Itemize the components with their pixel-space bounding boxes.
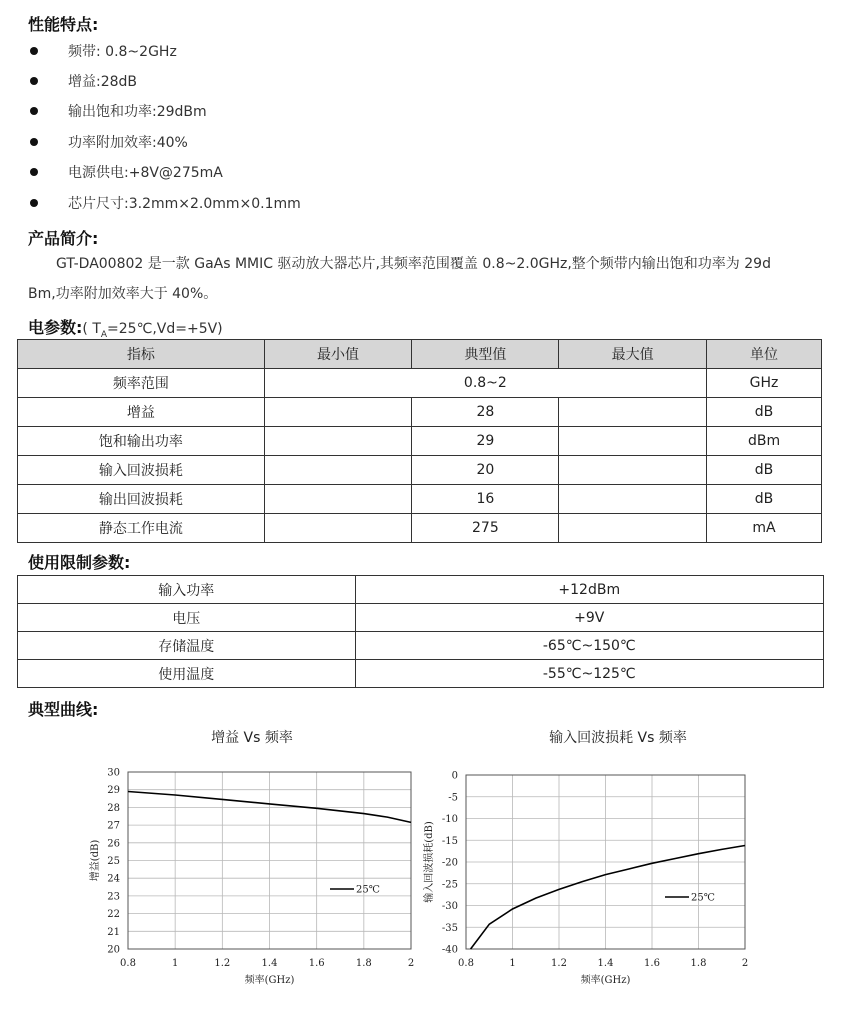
feature-item [28, 70, 137, 92]
cond-suffix: =25℃,Vd=+5V) [107, 321, 223, 337]
limit-value: +9V [355, 604, 823, 632]
x-tick-label: 1.2 [551, 958, 567, 969]
y-tick-label: 24 [107, 873, 120, 885]
y-tick-label: -10 [441, 814, 458, 825]
y-tick-label: 21 [107, 926, 120, 938]
unit-cell: dB [707, 485, 822, 514]
electrical-table [17, 339, 822, 543]
table-row [18, 604, 824, 632]
x-tick-label: 1.2 [214, 958, 231, 969]
y-tick-label: -40 [441, 944, 458, 956]
bullet-dot [30, 199, 38, 207]
y-tick-label: 27 [107, 820, 120, 832]
x-tick-label: 1.4 [261, 958, 278, 969]
x-tick-label: 0.8 [120, 958, 136, 969]
return-loss-chart [420, 760, 760, 995]
max-value [559, 514, 707, 543]
bullet-dot [30, 47, 38, 55]
max-value [559, 398, 707, 427]
y-tick-label: 23 [107, 891, 120, 903]
table-row [18, 456, 822, 485]
intro-line: GT-DA00802 是一款 GaAs MMIC 驱动放大器芯片,其频率范围覆盖 0.8~2.0GHz,整个频带内输出饱和功率为 29d [56, 256, 771, 272]
table-row [18, 398, 822, 427]
x-tick-label: 1.6 [644, 958, 660, 969]
y-tick-label: 28 [107, 802, 120, 814]
table-row [18, 427, 822, 456]
legend-label: 25℃ [356, 884, 380, 896]
param-name: 输出回波损耗 [18, 485, 265, 514]
y-tick-label: 20 [107, 944, 120, 956]
intro-paragraph [28, 249, 820, 309]
limit-name: 使用温度 [18, 660, 356, 688]
min-value [264, 398, 412, 427]
curves-heading: 典型曲线: [28, 700, 99, 719]
max-value [559, 427, 707, 456]
table-row [18, 660, 824, 688]
intro-heading: 产品简介: [28, 229, 99, 248]
unit-cell: dB [707, 456, 822, 485]
gain-chart [80, 760, 425, 995]
unit-cell: GHz [707, 369, 822, 398]
x-tick-label: 1.4 [597, 958, 614, 969]
header-cell: 指标 [18, 340, 265, 369]
chart-title: 增益 Vs 频率 [211, 730, 293, 746]
y-tick-label: -25 [441, 879, 458, 891]
min-value [264, 485, 412, 514]
limit-name: 输入功率 [18, 576, 356, 604]
chart-title: 输入回波损耗 Vs 频率 [549, 730, 687, 746]
x-tick-label: 2 [407, 958, 415, 969]
feature-text: 芯片尺寸:3.2mm×2.0mm×0.1mm [68, 196, 301, 212]
y-axis-label: 增益(dB) [90, 839, 101, 882]
max-value [559, 456, 707, 485]
table-row [18, 576, 824, 604]
y-axis-label: 输入回波损耗(dB) [424, 821, 435, 903]
bullet-dot [30, 107, 38, 115]
limit-value: -55℃~125℃ [355, 660, 823, 688]
y-tick-label: -30 [441, 901, 458, 912]
feature-item [28, 161, 223, 183]
y-tick-label: 25 [107, 856, 120, 867]
typ-value: 0.8~2 [264, 369, 706, 398]
limit-value: +12dBm [355, 576, 823, 604]
x-tick-label: 1.8 [690, 958, 707, 969]
y-tick-label: -20 [441, 857, 458, 869]
bullet-dot [30, 138, 38, 146]
param-name: 增益 [18, 398, 265, 427]
feature-text: 频带: 0.8~2GHz [68, 44, 177, 60]
electrical-heading-row [28, 315, 223, 340]
param-name: 饱和输出功率 [18, 427, 265, 456]
test-condition [82, 321, 223, 340]
unit-cell: dBm [707, 427, 822, 456]
feature-item [28, 100, 207, 122]
feature-text: 增益:28dB [68, 74, 138, 90]
header-cell: 最大值 [559, 340, 707, 369]
typ-value: 20 [412, 456, 559, 485]
header-cell: 单位 [707, 340, 822, 369]
table-row [18, 485, 822, 514]
feature-text: 输出饱和功率:29dBm [68, 104, 207, 120]
table-row [18, 632, 824, 660]
features-heading: 性能特点: [28, 15, 99, 34]
cond-prefix: ( T [82, 321, 101, 337]
intro-line: Bm,功率附加效率大于 40%。 [28, 286, 218, 302]
limits-table [17, 575, 824, 688]
header-cell: 最小值 [264, 340, 412, 369]
y-tick-label: 22 [107, 909, 120, 921]
y-tick-label: -5 [448, 792, 458, 804]
param-name: 静态工作电流 [18, 514, 265, 543]
x-tick-label: 1 [171, 958, 179, 969]
y-tick-label: 29 [107, 785, 120, 797]
min-value [264, 514, 412, 543]
unit-cell: mA [707, 514, 822, 543]
limit-name: 存储温度 [18, 632, 356, 660]
x-tick-label: 1 [509, 958, 516, 969]
y-tick-label: -35 [441, 922, 458, 934]
limits-heading: 使用限制参数: [28, 553, 131, 572]
x-tick-label: 1.8 [355, 958, 372, 969]
table-header-row [18, 340, 822, 369]
table-row [18, 514, 822, 543]
electrical-heading: 电参数: [28, 318, 83, 337]
y-tick-label: 30 [107, 767, 120, 779]
feature-item [28, 40, 177, 62]
limit-name: 电压 [18, 604, 356, 632]
x-tick-label: 0.8 [458, 958, 474, 969]
cond-sub: A [100, 329, 108, 340]
feature-item [28, 192, 301, 214]
y-tick-label: 0 [451, 770, 458, 782]
typ-value: 275 [412, 514, 559, 543]
feature-item [28, 131, 188, 153]
x-axis-label: 频率(GHz) [244, 975, 295, 986]
x-tick-label: 2 [741, 958, 749, 969]
table-row [18, 369, 822, 398]
min-value [264, 456, 412, 485]
typ-value: 29 [412, 427, 559, 456]
legend-label: 25℃ [691, 892, 715, 904]
typ-value: 16 [412, 485, 559, 514]
max-value [559, 485, 707, 514]
bullet-dot [30, 168, 38, 176]
feature-text: 功率附加效率:40% [68, 135, 188, 151]
x-axis-label: 频率(GHz) [580, 975, 631, 986]
unit-cell: dB [707, 398, 822, 427]
x-tick-label: 1.6 [308, 958, 325, 969]
min-value [264, 427, 412, 456]
param-name: 频率范围 [18, 369, 265, 398]
header-cell: 典型值 [412, 340, 559, 369]
y-tick-label: 26 [107, 838, 120, 850]
feature-text: 电源供电:+8V@275mA [68, 165, 223, 181]
param-name: 输入回波损耗 [18, 456, 265, 485]
limit-value: -65℃~150℃ [355, 632, 823, 660]
y-tick-label: -15 [441, 835, 458, 847]
typ-value: 28 [412, 398, 559, 427]
bullet-dot [30, 77, 38, 85]
